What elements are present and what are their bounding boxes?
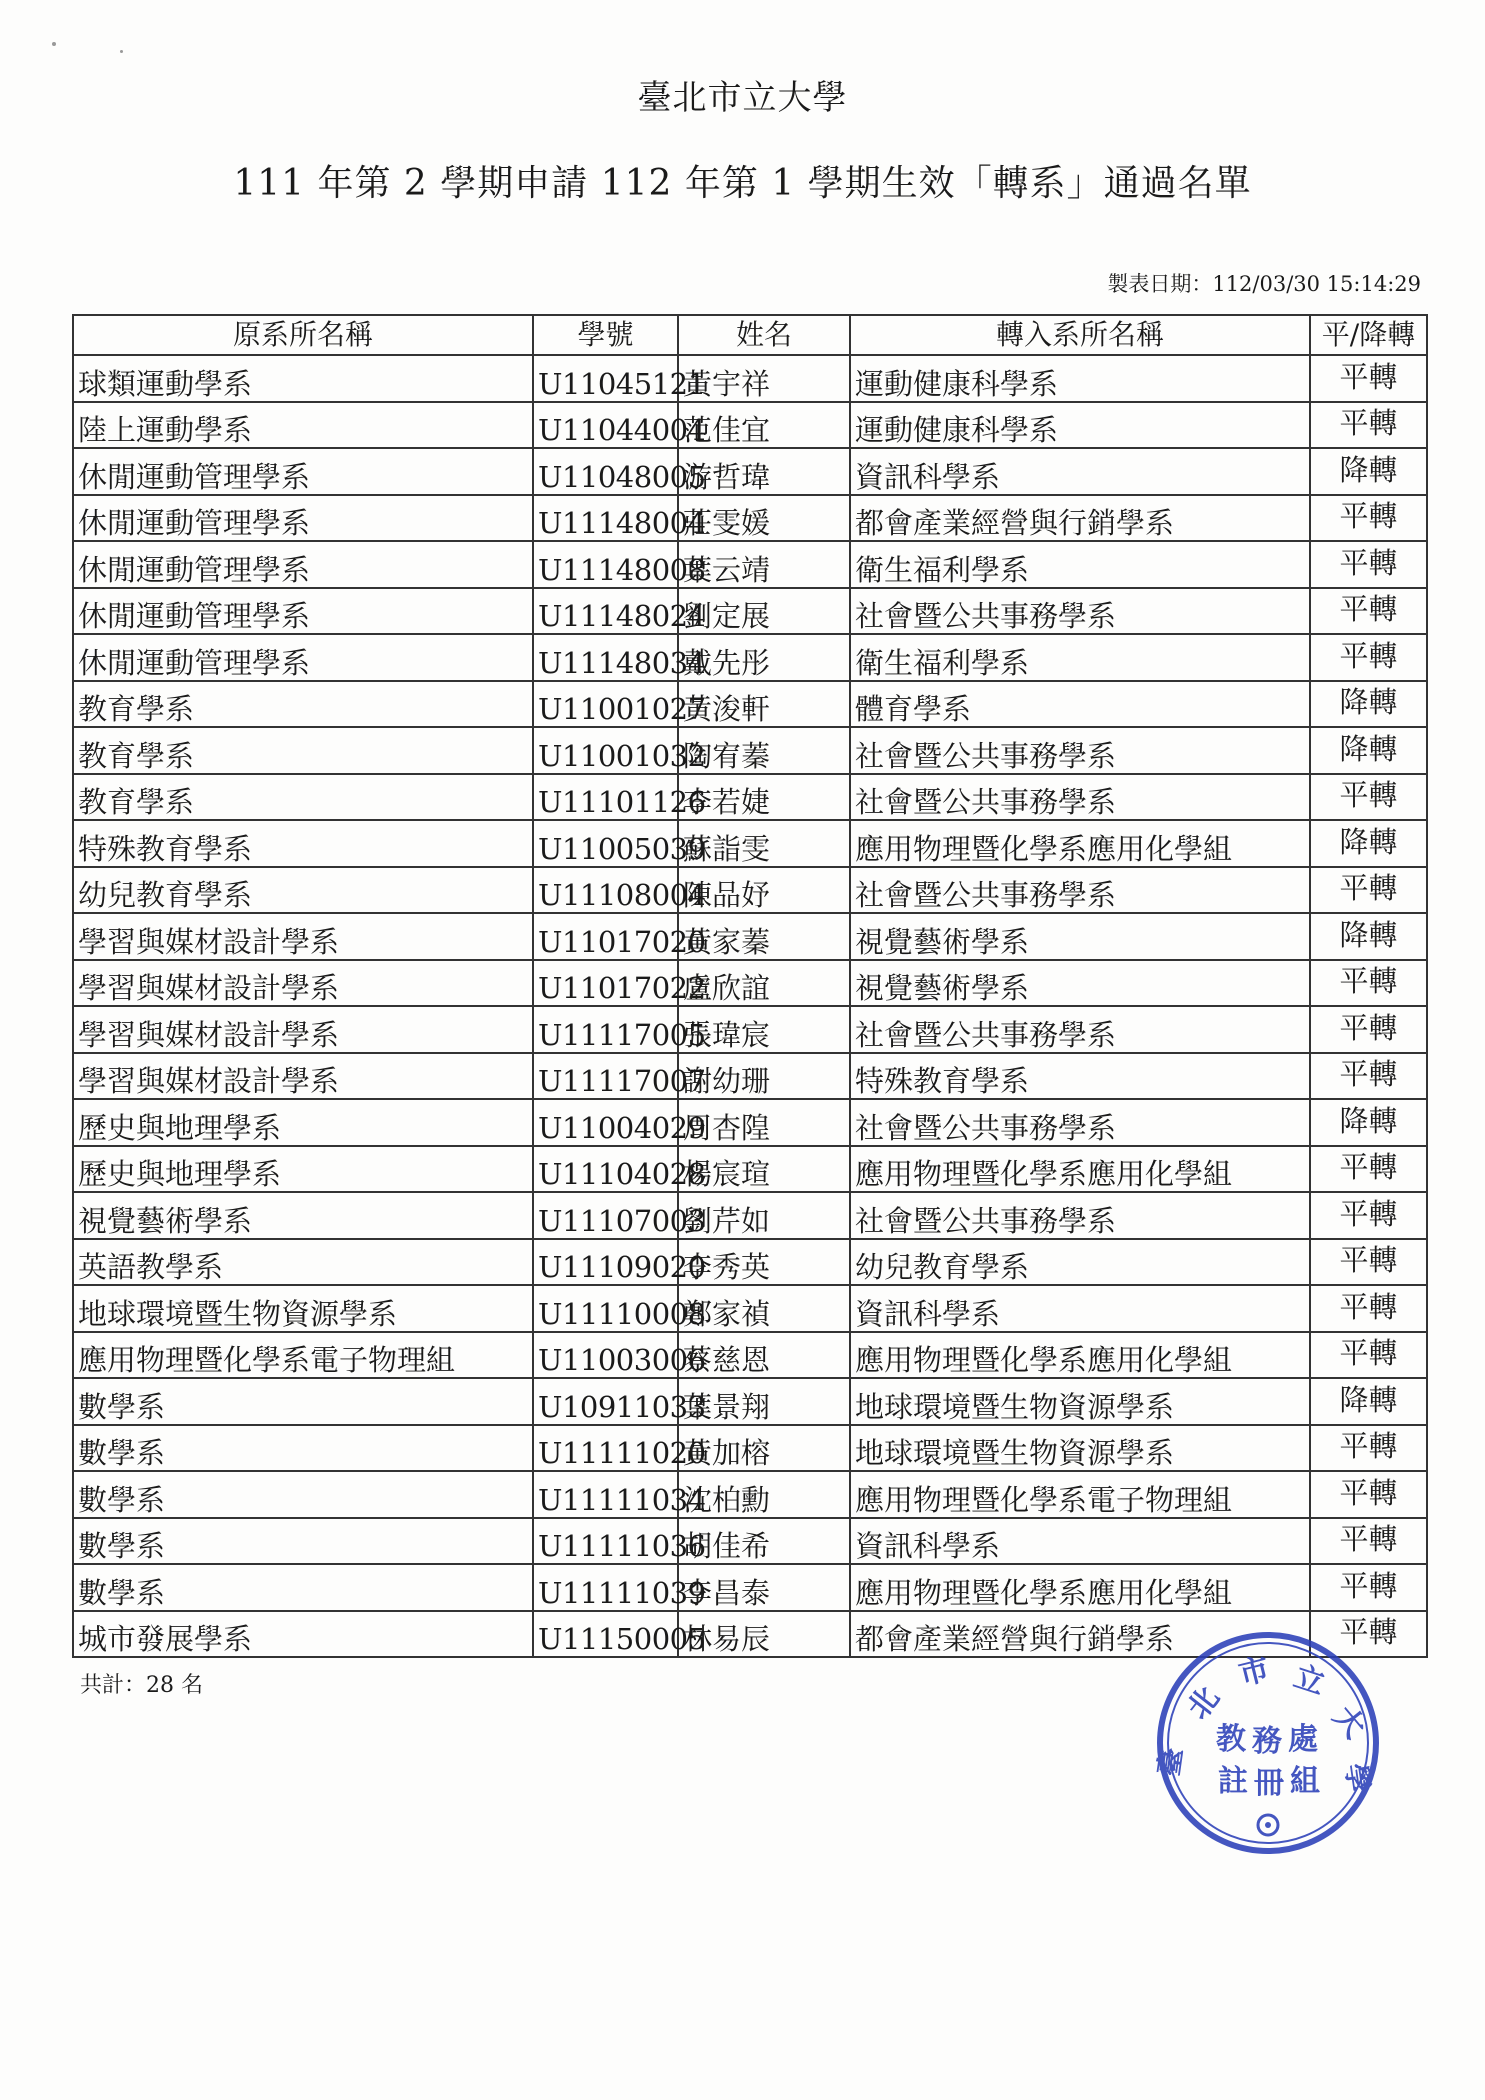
table-row bbox=[73, 634, 1427, 681]
student-name-cell: 林易辰 bbox=[678, 1611, 850, 1658]
table-row bbox=[73, 1146, 1427, 1193]
student-name-cell: 張瑋宸 bbox=[678, 1006, 850, 1053]
transfer-type-cell: 平轉 bbox=[1310, 1471, 1427, 1518]
scan-speck bbox=[120, 50, 123, 53]
original-dept-cell: 教育學系 bbox=[73, 774, 533, 821]
table-row bbox=[73, 820, 1427, 867]
target-dept-cell: 資訊科學系 bbox=[850, 448, 1310, 495]
student-id-cell: U11104028 bbox=[533, 1146, 678, 1193]
original-dept-cell: 應用物理暨化學系電子物理組 bbox=[73, 1332, 533, 1379]
seal-char: 立 bbox=[1289, 1659, 1329, 1702]
seal-char: 教 bbox=[1216, 1722, 1246, 1757]
original-dept-cell: 球類運動學系 bbox=[73, 355, 533, 402]
student-name-cell: 黃加榕 bbox=[678, 1425, 850, 1472]
seal-char: 市 bbox=[1235, 1651, 1274, 1693]
transfer-type-cell: 降轉 bbox=[1310, 1378, 1427, 1425]
target-dept-cell: 應用物理暨化學系應用化學組 bbox=[850, 820, 1310, 867]
student-id-cell: U11005039 bbox=[533, 820, 678, 867]
col-header-transfer-type: 平/降轉 bbox=[1310, 315, 1427, 355]
table-row bbox=[73, 1378, 1427, 1425]
transfer-type-cell: 平轉 bbox=[1310, 1425, 1427, 1472]
student-id-cell: U11001032 bbox=[533, 727, 678, 774]
target-dept-cell: 衛生福利學系 bbox=[850, 634, 1310, 681]
transfer-type-cell: 平轉 bbox=[1310, 960, 1427, 1007]
transfer-type-cell: 平轉 bbox=[1310, 634, 1427, 681]
table-row bbox=[73, 448, 1427, 495]
student-name-cell: 劉芹如 bbox=[678, 1192, 850, 1239]
col-header-target-dept: 轉入系所名稱 bbox=[850, 315, 1310, 355]
transfer-type-cell: 平轉 bbox=[1310, 1006, 1427, 1053]
seal-char: 組 bbox=[1290, 1764, 1320, 1799]
transfer-type-cell: 降轉 bbox=[1310, 448, 1427, 495]
student-id-cell: U11003006 bbox=[533, 1332, 678, 1379]
table-row bbox=[73, 1006, 1427, 1053]
student-name-cell: 葉云靖 bbox=[678, 541, 850, 588]
target-dept-cell: 資訊科學系 bbox=[850, 1285, 1310, 1332]
student-name-cell: 周杏隍 bbox=[678, 1099, 850, 1146]
col-header-original-dept: 原系所名稱 bbox=[73, 315, 533, 355]
student-id-cell: U11045121 bbox=[533, 355, 678, 402]
transfer-type-cell: 降轉 bbox=[1310, 1099, 1427, 1146]
student-id-cell: U11117005 bbox=[533, 1006, 678, 1053]
table-row bbox=[73, 913, 1427, 960]
transfer-type-cell: 平轉 bbox=[1310, 1564, 1427, 1611]
student-id-cell: U11101126 bbox=[533, 774, 678, 821]
table-row bbox=[73, 727, 1427, 774]
student-name-cell: 李昌泰 bbox=[678, 1564, 850, 1611]
student-id-cell: U11117007 bbox=[533, 1053, 678, 1100]
seal-char: 北 bbox=[1180, 1680, 1227, 1726]
original-dept-cell: 學習與媒材設計學系 bbox=[73, 1006, 533, 1053]
student-id-cell: U11148008 bbox=[533, 541, 678, 588]
student-name-cell: 黃宇祥 bbox=[678, 355, 850, 402]
document-title: 111 年第 2 學期申請 112 年第 1 學期生效「轉系」通過名單 bbox=[233, 163, 1252, 204]
target-dept-cell: 應用物理暨化學系電子物理組 bbox=[850, 1471, 1310, 1518]
table-row bbox=[73, 867, 1427, 914]
target-dept-cell: 體育學系 bbox=[850, 681, 1310, 728]
table-row bbox=[73, 402, 1427, 449]
student-name-cell: 蔡慈恩 bbox=[678, 1332, 850, 1379]
student-id-cell: U11001027 bbox=[533, 681, 678, 728]
student-name-cell: 黃浚軒 bbox=[678, 681, 850, 728]
school-name: 臺北市立大學 bbox=[637, 78, 848, 118]
student-name-cell: 盧欣誼 bbox=[678, 960, 850, 1007]
target-dept-cell: 運動健康科學系 bbox=[850, 355, 1310, 402]
original-dept-cell: 休閒運動管理學系 bbox=[73, 495, 533, 542]
table-row bbox=[73, 1239, 1427, 1286]
scan-speck bbox=[52, 42, 56, 46]
seal-char: 冊 bbox=[1254, 1766, 1284, 1801]
seal-char: 學 bbox=[1339, 1761, 1376, 1794]
table-row bbox=[73, 495, 1427, 542]
target-dept-cell: 視覺藝術學系 bbox=[850, 913, 1310, 960]
transfer-type-cell: 平轉 bbox=[1310, 1332, 1427, 1379]
student-name-cell: 楊宸瑄 bbox=[678, 1146, 850, 1193]
table-row bbox=[73, 355, 1427, 402]
table-row bbox=[73, 588, 1427, 635]
transfer-type-cell: 平轉 bbox=[1310, 355, 1427, 402]
transfer-type-cell: 平轉 bbox=[1310, 774, 1427, 821]
target-dept-cell: 社會暨公共事務學系 bbox=[850, 1099, 1310, 1146]
table-row bbox=[73, 1425, 1427, 1472]
original-dept-cell: 數學系 bbox=[73, 1378, 533, 1425]
registry-seal-stamp bbox=[1150, 1625, 1386, 1861]
table-row bbox=[73, 681, 1427, 728]
student-name-cell: 謝幼珊 bbox=[678, 1053, 850, 1100]
student-id-cell: U11148004 bbox=[533, 495, 678, 542]
original-dept-cell: 歷史與地理學系 bbox=[73, 1099, 533, 1146]
transfer-type-cell: 降轉 bbox=[1310, 727, 1427, 774]
transfer-type-cell: 降轉 bbox=[1310, 913, 1427, 960]
seal-char: 務 bbox=[1252, 1724, 1282, 1759]
target-dept-cell: 社會暨公共事務學系 bbox=[850, 1192, 1310, 1239]
student-name-cell: 李若婕 bbox=[678, 774, 850, 821]
table-row bbox=[73, 1518, 1427, 1565]
student-name-cell: 戴先彤 bbox=[678, 634, 850, 681]
transfer-type-cell: 平轉 bbox=[1310, 1239, 1427, 1286]
original-dept-cell: 數學系 bbox=[73, 1518, 533, 1565]
original-dept-cell: 休閒運動管理學系 bbox=[73, 448, 533, 495]
col-header-name: 姓名 bbox=[678, 315, 850, 355]
student-name-cell: 胡佳希 bbox=[678, 1518, 850, 1565]
student-id-cell: U10911033 bbox=[533, 1378, 678, 1425]
original-dept-cell: 數學系 bbox=[73, 1471, 533, 1518]
transfer-type-cell: 平轉 bbox=[1310, 867, 1427, 914]
transfer-type-cell: 平轉 bbox=[1310, 495, 1427, 542]
original-dept-cell: 學習與媒材設計學系 bbox=[73, 1053, 533, 1100]
seal-char: 臺 bbox=[1152, 1745, 1189, 1778]
target-dept-cell: 地球環境暨生物資源學系 bbox=[850, 1425, 1310, 1472]
target-dept-cell: 都會產業經營與行銷學系 bbox=[850, 1611, 1310, 1658]
table-row bbox=[73, 774, 1427, 821]
student-name-cell: 鄭家禎 bbox=[678, 1285, 850, 1332]
original-dept-cell: 休閒運動管理學系 bbox=[73, 541, 533, 588]
target-dept-cell: 社會暨公共事務學系 bbox=[850, 727, 1310, 774]
target-dept-cell: 幼兒教育學系 bbox=[850, 1239, 1310, 1286]
seal-char: 大 bbox=[1325, 1699, 1372, 1746]
transfer-type-cell: 平轉 bbox=[1310, 588, 1427, 635]
student-id-cell: U11111020 bbox=[533, 1425, 678, 1472]
target-dept-cell: 社會暨公共事務學系 bbox=[850, 867, 1310, 914]
student-name-cell: 劉定展 bbox=[678, 588, 850, 635]
table-body bbox=[73, 355, 1427, 1657]
student-name-cell: 陳品妤 bbox=[678, 867, 850, 914]
table-row bbox=[73, 1564, 1427, 1611]
transfer-type-cell: 平轉 bbox=[1310, 1285, 1427, 1332]
student-name-cell: 莊雯媛 bbox=[678, 495, 850, 542]
transfer-type-cell: 平轉 bbox=[1310, 1611, 1427, 1658]
student-id-cell: U11017020 bbox=[533, 913, 678, 960]
original-dept-cell: 英語教學系 bbox=[73, 1239, 533, 1286]
target-dept-cell: 視覺藝術學系 bbox=[850, 960, 1310, 1007]
student-id-cell: U11148024 bbox=[533, 588, 678, 635]
target-dept-cell: 社會暨公共事務學系 bbox=[850, 588, 1310, 635]
transfer-type-cell: 平轉 bbox=[1310, 1146, 1427, 1193]
table-row bbox=[73, 1099, 1427, 1146]
student-id-cell: U11111034 bbox=[533, 1471, 678, 1518]
original-dept-cell: 學習與媒材設計學系 bbox=[73, 960, 533, 1007]
original-dept-cell: 教育學系 bbox=[73, 681, 533, 728]
target-dept-cell: 應用物理暨化學系應用化學組 bbox=[850, 1146, 1310, 1193]
original-dept-cell: 陸上運動學系 bbox=[73, 402, 533, 449]
transfer-type-cell: 平轉 bbox=[1310, 1518, 1427, 1565]
target-dept-cell: 特殊教育學系 bbox=[850, 1053, 1310, 1100]
original-dept-cell: 城市發展學系 bbox=[73, 1611, 533, 1658]
target-dept-cell: 運動健康科學系 bbox=[850, 402, 1310, 449]
table-header-row bbox=[73, 315, 1427, 355]
target-dept-cell: 社會暨公共事務學系 bbox=[850, 1006, 1310, 1053]
target-dept-cell: 社會暨公共事務學系 bbox=[850, 774, 1310, 821]
student-id-cell: U11109020 bbox=[533, 1239, 678, 1286]
transfer-type-cell: 降轉 bbox=[1310, 681, 1427, 728]
target-dept-cell: 應用物理暨化學系應用化學組 bbox=[850, 1332, 1310, 1379]
student-id-cell: U11048005 bbox=[533, 448, 678, 495]
original-dept-cell: 教育學系 bbox=[73, 727, 533, 774]
table-row bbox=[73, 1053, 1427, 1100]
student-id-cell: U11004029 bbox=[533, 1099, 678, 1146]
student-id-cell: U11107003 bbox=[533, 1192, 678, 1239]
original-dept-cell: 視覺藝術學系 bbox=[73, 1192, 533, 1239]
transfer-roster-table bbox=[72, 314, 1428, 1658]
table-row bbox=[73, 1192, 1427, 1239]
target-dept-cell: 應用物理暨化學系應用化學組 bbox=[850, 1564, 1310, 1611]
original-dept-cell: 地球環境暨生物資源學系 bbox=[73, 1285, 533, 1332]
student-id-cell: U11148034 bbox=[533, 634, 678, 681]
transfer-type-cell: 平轉 bbox=[1310, 541, 1427, 588]
table-row bbox=[73, 960, 1427, 1007]
table-row bbox=[73, 1471, 1427, 1518]
table-row bbox=[73, 1285, 1427, 1332]
seal-char: 處 bbox=[1288, 1722, 1318, 1757]
student-name-cell: 蘇詣雯 bbox=[678, 820, 850, 867]
made-date: 製表日期：112/03/30 15:14:29 bbox=[1107, 272, 1421, 296]
student-id-cell: U11110008 bbox=[533, 1285, 678, 1332]
table-row bbox=[73, 1332, 1427, 1379]
total-count: 共計：28 名 bbox=[80, 1673, 203, 1698]
transfer-type-cell: 平轉 bbox=[1310, 1192, 1427, 1239]
original-dept-cell: 數學系 bbox=[73, 1425, 533, 1472]
transfer-type-cell: 平轉 bbox=[1310, 1053, 1427, 1100]
student-id-cell: U11111039 bbox=[533, 1564, 678, 1611]
original-dept-cell: 休閒運動管理學系 bbox=[73, 588, 533, 635]
student-name-cell: 葉景翔 bbox=[678, 1378, 850, 1425]
student-name-cell: 范佳宜 bbox=[678, 402, 850, 449]
target-dept-cell: 都會產業經營與行銷學系 bbox=[850, 495, 1310, 542]
seal-char: 註 bbox=[1218, 1764, 1248, 1799]
student-id-cell: U11108004 bbox=[533, 867, 678, 914]
original-dept-cell: 數學系 bbox=[73, 1564, 533, 1611]
target-dept-cell: 地球環境暨生物資源學系 bbox=[850, 1378, 1310, 1425]
col-header-student-id: 學號 bbox=[533, 315, 678, 355]
target-dept-cell: 衛生福利學系 bbox=[850, 541, 1310, 588]
student-id-cell: U11111036 bbox=[533, 1518, 678, 1565]
original-dept-cell: 學習與媒材設計學系 bbox=[73, 913, 533, 960]
transfer-type-cell: 降轉 bbox=[1310, 820, 1427, 867]
original-dept-cell: 特殊教育學系 bbox=[73, 820, 533, 867]
student-name-cell: 游哲瑋 bbox=[678, 448, 850, 495]
student-name-cell: 陶宥蓁 bbox=[678, 727, 850, 774]
student-name-cell: 黃家蓁 bbox=[678, 913, 850, 960]
student-name-cell: 李秀英 bbox=[678, 1239, 850, 1286]
transfer-type-cell: 平轉 bbox=[1310, 402, 1427, 449]
original-dept-cell: 幼兒教育學系 bbox=[73, 867, 533, 914]
target-dept-cell: 資訊科學系 bbox=[850, 1518, 1310, 1565]
student-name-cell: 沈柏勳 bbox=[678, 1471, 850, 1518]
original-dept-cell: 休閒運動管理學系 bbox=[73, 634, 533, 681]
student-id-cell: U11017022 bbox=[533, 960, 678, 1007]
student-id-cell: U11044004 bbox=[533, 402, 678, 449]
student-id-cell: U11150005 bbox=[533, 1611, 678, 1658]
table-row bbox=[73, 541, 1427, 588]
original-dept-cell: 歷史與地理學系 bbox=[73, 1146, 533, 1193]
